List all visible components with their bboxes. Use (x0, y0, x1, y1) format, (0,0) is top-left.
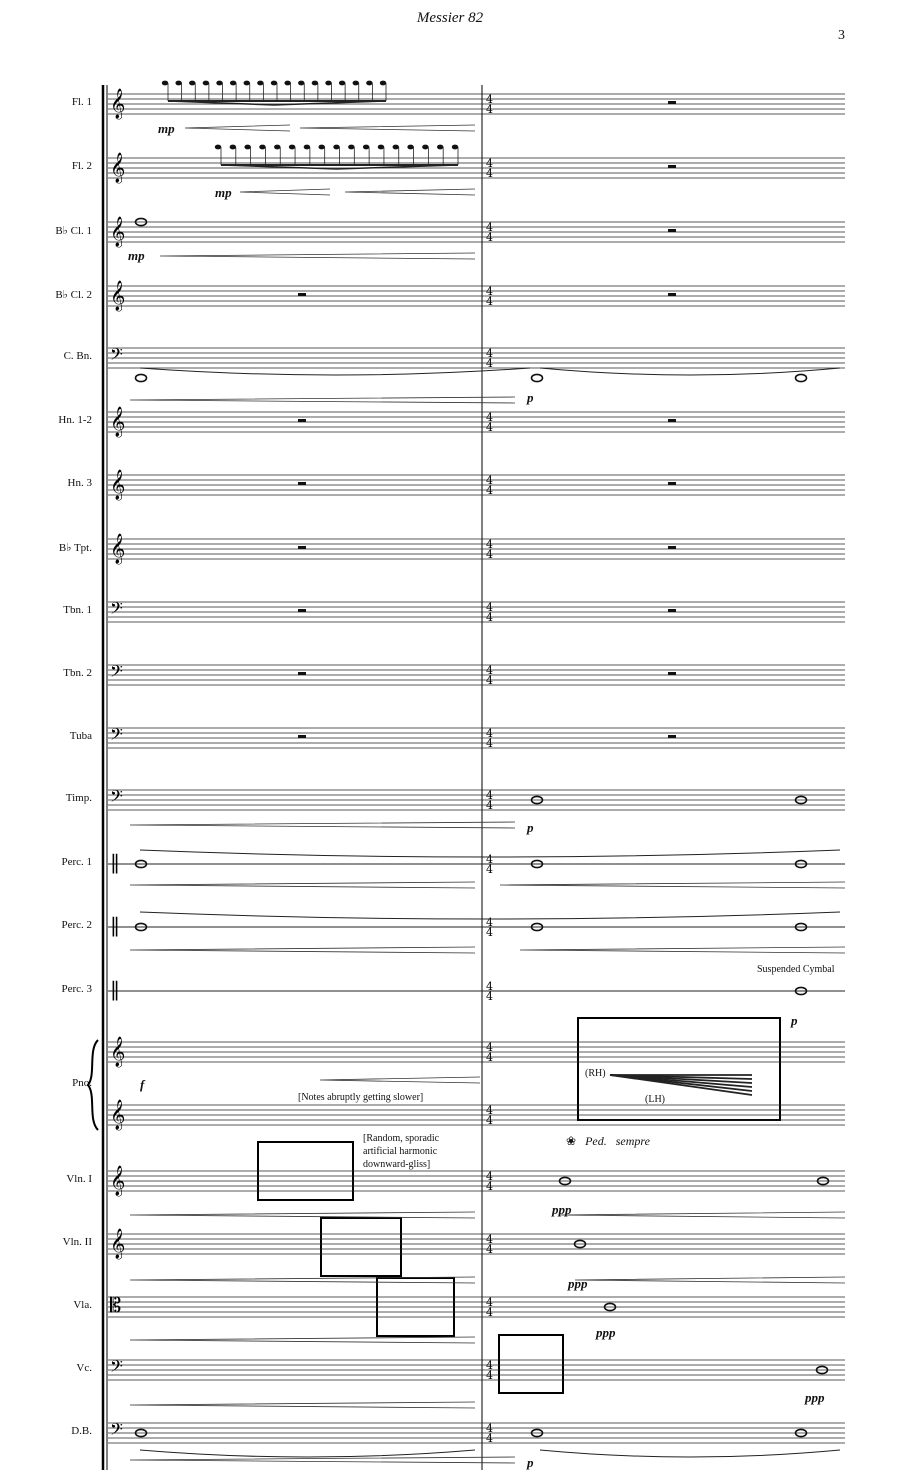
time-sig-bottom: 4 (486, 1114, 493, 1127)
clef-treble-icon: 𝄞 (110, 1166, 126, 1196)
dynamic-vla: ppp (596, 1325, 616, 1340)
measure-rest (298, 735, 306, 738)
time-sig-bottom: 4 (486, 737, 493, 750)
clef-bass-icon: 𝄢 (110, 661, 123, 685)
notes-slower-label: [Notes abruptly getting slower] (298, 1092, 424, 1103)
clef-treble-icon: 𝄞 (110, 153, 126, 183)
measure-rest (668, 165, 676, 168)
time-sig-bottom: 4 (486, 1369, 493, 1382)
staff-16 (108, 1099, 845, 1131)
gliss-line-2: artificial harmonic (363, 1146, 438, 1157)
hairpin (560, 1212, 845, 1218)
staff-label: Tbn. 2 (63, 667, 92, 679)
time-sig-bottom: 4 (486, 295, 493, 308)
staff-label: Hn. 1-2 (58, 414, 92, 426)
clef-bass-icon: 𝄢 (110, 724, 123, 748)
staff-label: B♭ Cl. 1 (55, 225, 92, 237)
staff-label: B♭ Cl. 2 (55, 289, 92, 301)
dynamic-vln2: ppp (568, 1276, 588, 1291)
staff-11 (108, 786, 845, 812)
piano-brace (88, 1040, 98, 1130)
time-sig-bottom: 4 (486, 926, 493, 939)
staff-13 (108, 913, 845, 939)
staff-label: Tbn. 1 (63, 604, 92, 616)
staff-14 (108, 977, 845, 1003)
hairpin (300, 125, 475, 131)
staff-8 (108, 598, 845, 624)
hairpin (500, 882, 845, 888)
staff-label: C. Bn. (63, 350, 92, 362)
time-sig-bottom: 4 (486, 674, 493, 687)
clef-bass-icon: 𝄢 (110, 344, 123, 368)
staff-18 (108, 1228, 845, 1260)
clef-treble-icon: 𝄞 (110, 1229, 126, 1259)
time-sig-top: 4 (486, 1422, 493, 1435)
pedal-star-icon: ❀ (566, 1134, 577, 1148)
staff-label: Perc. 1 (61, 856, 92, 868)
page-number: 3 (838, 28, 845, 43)
dynamic-timp: p (527, 820, 534, 835)
clef-bass-icon: 𝄢 (110, 1356, 123, 1380)
measure-rest (668, 735, 676, 738)
clef-percussion-icon: ‖ (110, 850, 120, 874)
time-sig-bottom: 4 (486, 863, 493, 876)
dynamic-cbn: p (527, 390, 534, 405)
hairpin (345, 189, 475, 195)
time-sig-top: 4 (486, 664, 493, 677)
dynamic-fl1: mp (158, 121, 175, 136)
time-sig-top: 4 (486, 93, 493, 106)
time-sig-bottom: 4 (486, 167, 493, 180)
pedal-text: Ped. (585, 1134, 607, 1148)
dynamic-vln1: ppp (552, 1202, 572, 1217)
hairpin (575, 1277, 845, 1283)
measure-rest (668, 609, 676, 612)
measure-rest (298, 419, 306, 422)
clef-bass-icon: 𝄢 (110, 786, 123, 810)
time-sig-top: 4 (486, 1041, 493, 1054)
hairpin (130, 947, 475, 953)
gliss-line-3: downward-gliss] (363, 1159, 431, 1170)
staff-label: Fl. 1 (71, 96, 92, 108)
staff-label: Vln. I (66, 1173, 92, 1185)
dynamic-pno-right: p (791, 1013, 798, 1028)
clef-bass-icon: 𝄢 (110, 598, 123, 622)
hairpin (130, 822, 515, 828)
staff-label: Vc. (76, 1362, 92, 1374)
measure-rest (668, 293, 676, 296)
time-sig-bottom: 4 (486, 421, 493, 434)
staff-4 (108, 344, 845, 370)
measure-rest (668, 101, 676, 104)
tie (140, 368, 530, 375)
time-sig-top: 4 (486, 1170, 493, 1183)
time-sig-bottom: 4 (486, 611, 493, 624)
measure-rest (668, 546, 676, 549)
hairpin (130, 1337, 475, 1343)
measure-rest (668, 672, 676, 675)
staff-21 (108, 1419, 845, 1445)
time-sig-bottom: 4 (486, 1051, 493, 1064)
dynamic-pno-left: f (140, 1077, 145, 1092)
tie (140, 1450, 475, 1457)
staff-label: Vla. (73, 1299, 92, 1311)
staff-label: Timp. (65, 792, 92, 804)
staff-9 (108, 661, 845, 687)
clef-alto-icon: 𝄡 (110, 1293, 122, 1317)
clef-treble-icon: 𝄞 (110, 1037, 126, 1067)
time-sig-top: 4 (486, 1296, 493, 1309)
dynamic-vc: ppp (805, 1390, 825, 1405)
time-sig-top: 4 (486, 157, 493, 170)
staff-20 (108, 1356, 845, 1382)
staff-label: Vln. II (62, 1236, 92, 1248)
staff-2 (108, 216, 845, 248)
clef-treble-icon: 𝄞 (110, 470, 126, 500)
time-sig-top: 4 (486, 1104, 493, 1117)
staff-label: Perc. 3 (61, 983, 92, 995)
dynamic-fl2: mp (215, 185, 232, 200)
dynamic-db: p (527, 1455, 534, 1470)
staff-17 (108, 1165, 845, 1197)
gliss-line-1: [Random, sporadic (363, 1133, 440, 1144)
gliss-box-vln2 (321, 1218, 401, 1276)
staff-label: D.B. (71, 1425, 92, 1437)
staff-15 (108, 1036, 845, 1068)
staff-1 (108, 152, 845, 184)
time-sig-top: 4 (486, 601, 493, 614)
time-sig-bottom: 4 (486, 103, 493, 116)
lh-label: (LH) (645, 1094, 665, 1105)
clef-treble-icon: 𝄞 (110, 281, 126, 311)
clef-treble-icon: 𝄞 (110, 89, 126, 119)
time-sig-bottom: 4 (486, 1432, 493, 1445)
sempre-text: sempre (615, 1134, 650, 1148)
time-sig-top: 4 (486, 538, 493, 551)
time-sig-bottom: 4 (486, 1243, 493, 1256)
staff-3 (108, 280, 845, 312)
time-sig-top: 4 (486, 1359, 493, 1372)
hairpin (130, 1212, 475, 1218)
hairpin (160, 253, 475, 259)
time-sig-top: 4 (486, 980, 493, 993)
hairpin (130, 1457, 515, 1463)
clef-percussion-icon: ‖ (110, 977, 120, 1001)
gliss-instruction (363, 1132, 439, 1171)
dynamic-cl1: mp (128, 248, 145, 263)
time-sig-bottom: 4 (486, 990, 493, 1003)
time-sig-bottom: 4 (486, 799, 493, 812)
measure-rest (668, 229, 676, 232)
hairpin (130, 882, 475, 888)
time-sig-top: 4 (486, 347, 493, 360)
staff-0 (108, 88, 845, 120)
suspended-cymbal-label: Suspended Cymbal (757, 964, 835, 975)
measure-rest (298, 609, 306, 612)
staff-label: Hn. 3 (67, 477, 92, 489)
time-sig-bottom: 4 (486, 1180, 493, 1193)
time-sig-bottom: 4 (486, 548, 493, 561)
staff-6 (108, 469, 845, 501)
staff-19 (108, 1293, 845, 1319)
time-sig-top: 4 (486, 853, 493, 866)
hairpin (185, 125, 290, 131)
pedal-marking (566, 1134, 650, 1149)
staff-7 (108, 533, 845, 565)
staff-label: Perc. 2 (61, 919, 92, 931)
time-sig-top: 4 (486, 411, 493, 424)
clef-treble-icon: 𝄞 (110, 1100, 126, 1130)
hairpin (130, 1402, 475, 1408)
hairpin (320, 1077, 480, 1083)
time-sig-top: 4 (486, 474, 493, 487)
measure-rest (668, 482, 676, 485)
page-title: Messier 82 (416, 10, 484, 26)
staff-label: Tuba (69, 730, 92, 742)
whole-note (136, 374, 147, 381)
time-sig-top: 4 (486, 727, 493, 740)
measure-rest (298, 672, 306, 675)
clef-treble-icon: 𝄞 (110, 534, 126, 564)
clef-percussion-icon: ‖ (110, 913, 120, 937)
time-sig-bottom: 4 (486, 1306, 493, 1319)
gliss-box-vc (499, 1335, 563, 1393)
time-sig-bottom: 4 (486, 484, 493, 497)
hairpin (520, 947, 845, 953)
whole-note (796, 374, 807, 381)
time-sig-top: 4 (486, 916, 493, 929)
time-sig-top: 4 (486, 789, 493, 802)
hairpin (130, 397, 515, 403)
clef-treble-icon: 𝄞 (110, 407, 126, 437)
staff-label: Fl. 2 (71, 160, 92, 172)
flute2-tremolo-notes (215, 145, 458, 169)
staff-label: B♭ Tpt. (58, 542, 92, 554)
measure-rest (668, 419, 676, 422)
rh-label: (RH) (585, 1068, 606, 1079)
staff-label: Pno. (72, 1077, 92, 1089)
time-sig-bottom: 4 (486, 357, 493, 370)
staff-5 (108, 406, 845, 438)
time-sig-bottom: 4 (486, 231, 493, 244)
clef-bass-icon: 𝄢 (110, 1419, 123, 1443)
measure-rest (298, 546, 306, 549)
whole-note (532, 374, 543, 381)
time-sig-top: 4 (486, 1233, 493, 1246)
measure-rest (298, 293, 306, 296)
staff-10 (108, 724, 845, 750)
measure-rest (298, 482, 306, 485)
time-sig-top: 4 (486, 221, 493, 234)
clef-treble-icon: 𝄞 (110, 217, 126, 247)
flute1-tremolo-notes (162, 81, 386, 105)
time-sig-top: 4 (486, 285, 493, 298)
tie (540, 1450, 840, 1457)
hairpin (240, 189, 330, 195)
tie (540, 368, 840, 375)
